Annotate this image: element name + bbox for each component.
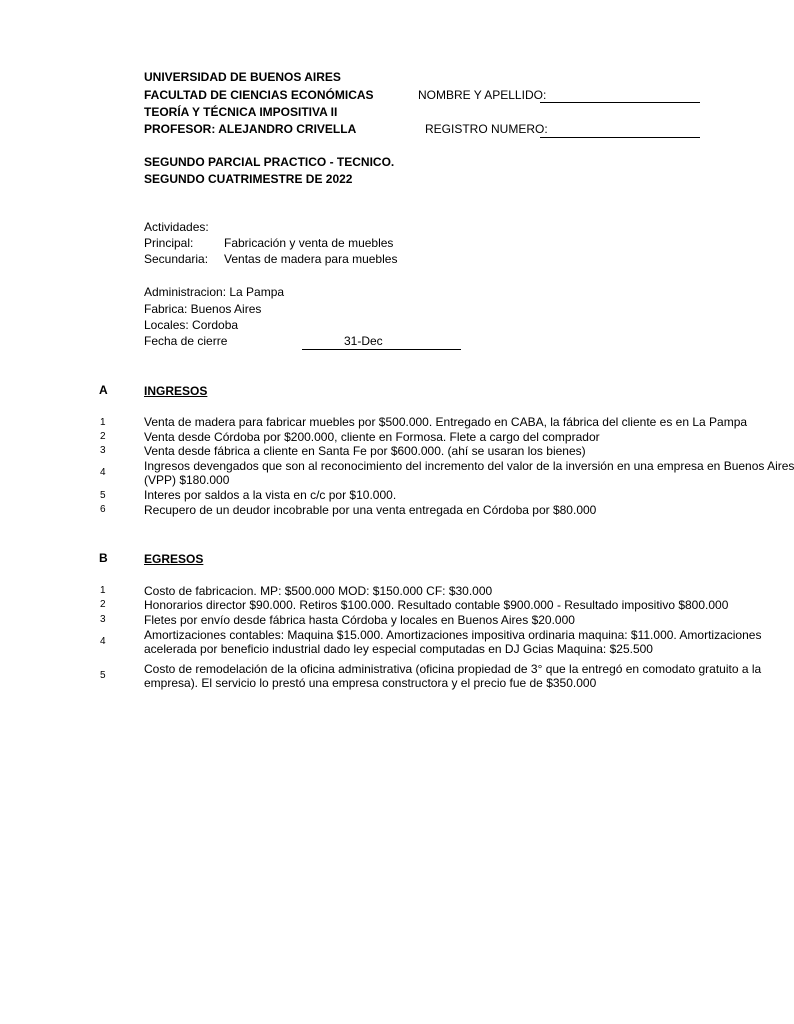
name-field-line[interactable] <box>540 102 700 103</box>
registry-field-line[interactable] <box>540 137 700 138</box>
list-item: Ingresos devengados que son al reconocimiento del incremento del valor de la inversión en una empresa en Buenos Aires <box>144 459 794 473</box>
principal-label: Principal: <box>144 236 194 250</box>
exam-term: SEGUNDO CUATRIMESTRE DE 2022 <box>144 172 353 186</box>
item-number: 5 <box>100 670 106 681</box>
section-a-title: INGRESOS <box>144 384 208 398</box>
admin-location: Administracion: La Pampa <box>144 285 285 299</box>
close-date-value: 31-Dec <box>344 334 383 348</box>
activities-label: Actividades: <box>144 220 209 234</box>
list-item: Venta desde Córdoba por $200.000, cliente en Formosa. Flete a cargo del comprador <box>144 430 600 444</box>
item-number: 4 <box>100 467 106 478</box>
list-item: Fletes por envío desde fábrica hasta Córdoba y locales en Buenos Aires $20.000 <box>144 613 575 627</box>
section-b-letter: B <box>99 551 108 565</box>
item-number: 3 <box>100 445 106 456</box>
item-number: 2 <box>100 431 106 442</box>
item-number: 3 <box>100 614 106 625</box>
item-number: 6 <box>100 504 106 515</box>
section-a-letter: A <box>99 383 108 397</box>
list-item-continuation: acelerada por beneficio industrial dado ley especial computadas en DJ Gcias Maquina: $25.500 <box>144 642 653 656</box>
university-name: UNIVERSIDAD DE BUENOS AIRES <box>144 70 341 84</box>
name-label: NOMBRE Y APELLIDO: <box>418 88 547 102</box>
item-number: 4 <box>100 636 106 647</box>
professor-name: PROFESOR: ALEJANDRO CRIVELLA <box>144 122 357 136</box>
course-name: TEORÍA Y TÉCNICA IMPOSITIVA II <box>144 105 338 119</box>
list-item: Honorarios director $90.000. Retiros $100.000. Resultado contable $900.000 - Resultado impositivo $800.000 <box>144 598 729 612</box>
shops-location: Locales: Cordoba <box>144 318 239 332</box>
close-date-label: Fecha de cierre <box>144 334 228 348</box>
list-item: Venta de madera para fabricar muebles por $500.000. Entregado en CABA, la fábrica del cliente es en La Pampa <box>144 415 748 429</box>
item-number: 1 <box>100 585 106 596</box>
list-item-continuation: empresa). El servicio lo prestó una empresa constructora y el precio fue de $350.000 <box>144 676 597 690</box>
list-item: Venta desde fábrica a cliente en Santa Fe por $600.000. (ahí se usaran los bienes) <box>144 444 586 458</box>
factory-location: Fabrica: Buenos Aires <box>144 302 262 316</box>
principal-value: Fabricación y venta de muebles <box>224 236 394 250</box>
item-number: 1 <box>100 417 106 428</box>
list-item: Recupero de un deudor incobrable por una venta entregada en Córdoba por $80.000 <box>144 503 597 517</box>
list-item: Costo de fabricacion. MP: $500.000 MOD: $150.000 CF: $30.000 <box>144 584 493 598</box>
registry-label: REGISTRO NUMERO: <box>425 122 548 136</box>
list-item: Amortizaciones contables: Maquina $15.000. Amortizaciones impositiva ordinaria maquina: $11.000. Amortizaciones <box>144 628 762 642</box>
item-number: 2 <box>100 599 106 610</box>
secondary-value: Ventas de madera para muebles <box>224 252 398 266</box>
faculty-name: FACULTAD DE CIENCIAS ECONÓMICAS <box>144 88 374 102</box>
list-item: Interes por saldos a la vista en c/c por $10.000. <box>144 488 397 502</box>
item-number: 5 <box>100 490 106 501</box>
exam-title: SEGUNDO PARCIAL PRACTICO - TECNICO. <box>144 155 395 169</box>
section-b-title: EGRESOS <box>144 552 204 566</box>
close-date-underline <box>302 349 461 350</box>
secondary-label: Secundaria: <box>144 252 209 266</box>
list-item-continuation: (VPP) $180.000 <box>144 473 230 487</box>
list-item: Costo de remodelación de la oficina administrativa (oficina propiedad de 3° que la entregó en comodato gratuito a la <box>144 662 762 676</box>
